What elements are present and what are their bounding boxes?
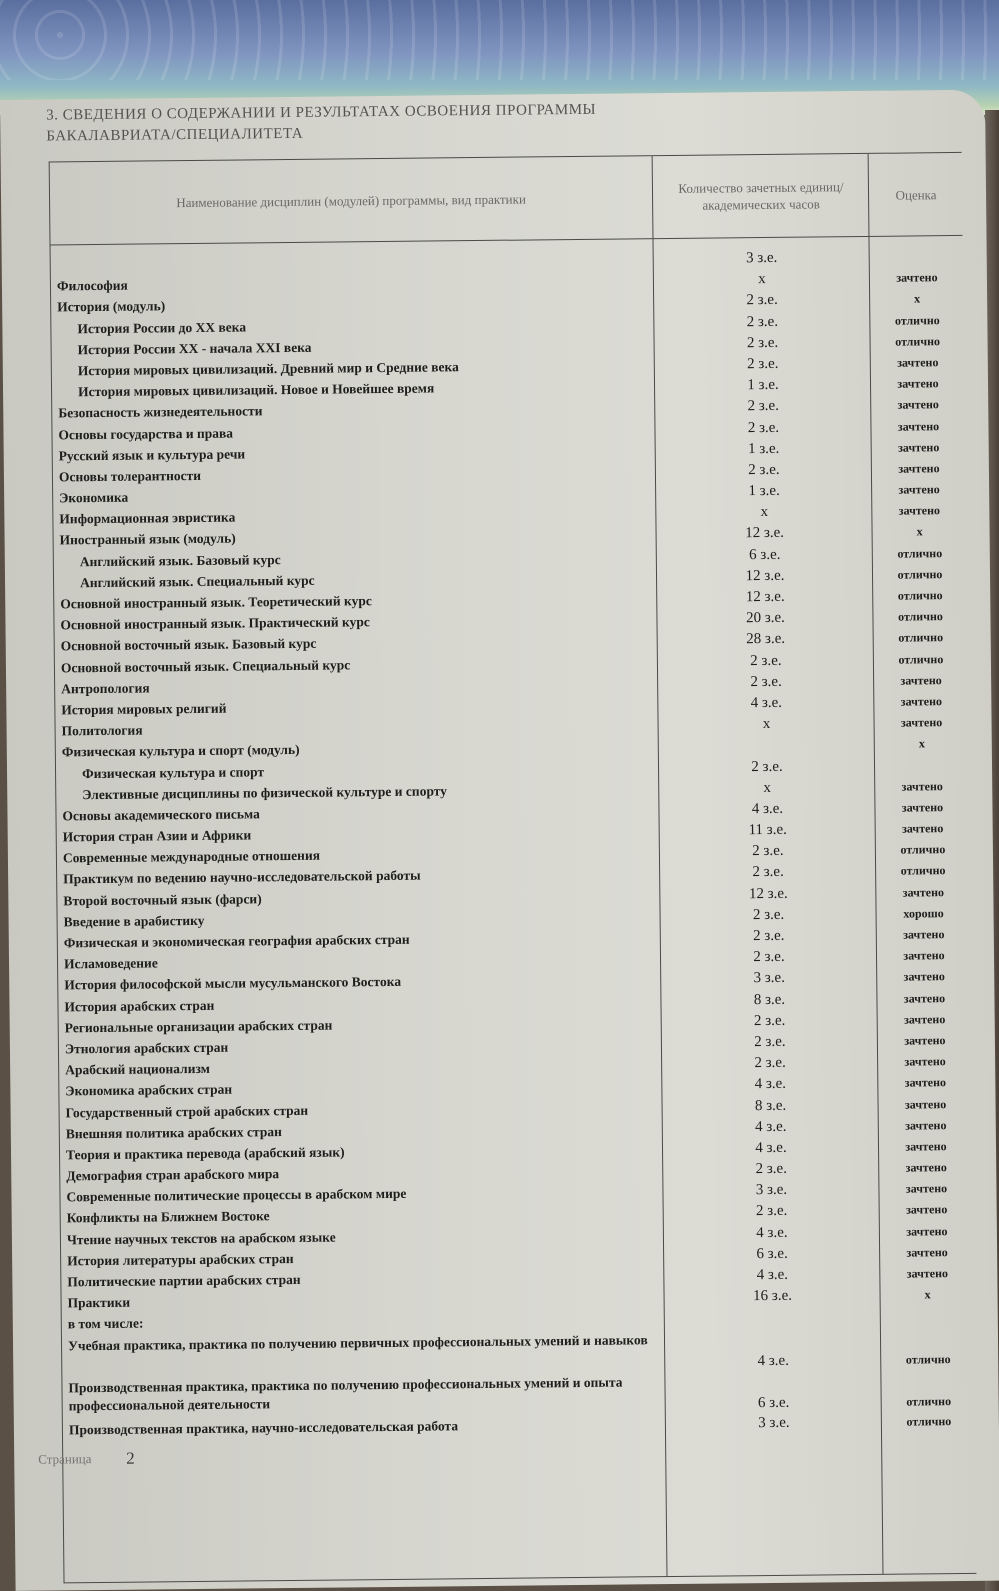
grade-value: x xyxy=(918,736,925,751)
credits-value: 4 з.е. xyxy=(756,1266,789,1284)
discipline-name: Антропология xyxy=(61,680,150,697)
banner-pattern xyxy=(0,0,999,80)
grade-value: отлично xyxy=(895,333,941,349)
grade-value: зачтено xyxy=(905,1181,948,1196)
credits-value: 4 з.е. xyxy=(756,1224,788,1241)
grade-value: зачтено xyxy=(901,821,944,836)
results-table xyxy=(49,152,977,1583)
discipline-name: Демография стран арабского мира xyxy=(66,1166,280,1184)
discipline-name: Чтение научных текстов на арабском языке xyxy=(66,1229,336,1247)
credits-value: 28 з.е. xyxy=(746,631,786,648)
discipline-name: Основной иностранный язык. Практический курс xyxy=(60,614,370,633)
discipline-name: Иностранный язык (модуль) xyxy=(59,530,236,548)
credits-value: 2 з.е. xyxy=(748,461,780,479)
grade-value: зачтено xyxy=(897,439,940,455)
grade-value: зачтено xyxy=(897,376,939,391)
grade-value: зачтено xyxy=(897,418,940,434)
discipline-name: Информационная эвристика xyxy=(59,509,236,527)
discipline-name: Основы государства и права xyxy=(58,425,234,442)
header-grade: Оценка xyxy=(895,186,937,203)
discipline-name: Исламоведение xyxy=(63,955,158,972)
credits-value: 12 з.е. xyxy=(745,525,785,542)
page-label: Страница xyxy=(38,1451,92,1467)
discipline-name: Практикум по ведению научно-исследовательской работы xyxy=(63,868,421,887)
credits-value: 3 з.е. xyxy=(755,1182,788,1199)
discipline-name: Второй восточный язык (фарси) xyxy=(63,890,262,909)
credits-value: x xyxy=(760,504,769,521)
credits-value: 2 з.е. xyxy=(754,1033,786,1051)
discipline-name: Производственная практика, практика по получению профессиональных умений и опыта профессиональной деятельности xyxy=(68,1374,623,1413)
grade-value: зачтено xyxy=(903,969,945,984)
discipline-name: Современные политические процессы в арабском мире xyxy=(66,1186,407,1205)
discipline-name: в том числе: xyxy=(67,1315,144,1332)
discipline-name: Философия xyxy=(56,277,128,294)
grade-value: зачтено xyxy=(898,503,941,518)
discipline-name: История мировых цивилизаций. Новое и Новейшее время xyxy=(77,380,435,400)
grade-value: зачтено xyxy=(903,948,945,963)
discipline-name: Основной восточный язык. Специальный курс xyxy=(60,656,351,675)
credits-value: 12 з.е. xyxy=(748,885,788,902)
grade-value: зачтено xyxy=(902,884,945,900)
grade-value: зачтено xyxy=(897,397,939,412)
discipline-name: Учебная практика, практика по получению первичных профессиональных умений и навыков xyxy=(67,1331,648,1353)
discipline-name: Внешняя политика арабских стран xyxy=(65,1123,282,1142)
discipline-name: Русский язык и культура речи xyxy=(58,446,246,464)
discipline-name: История России XX - начала XXI века xyxy=(77,339,312,357)
credits-value: 4 з.е. xyxy=(755,1139,787,1157)
grade-value: зачтено xyxy=(904,1075,947,1090)
discipline-name: Английский язык. Базовый курс xyxy=(79,551,281,569)
credits-value: 11 з.е. xyxy=(748,821,787,839)
credits-value: 2 з.е. xyxy=(747,398,780,415)
credits-value: 1 з.е. xyxy=(748,482,780,500)
grade-value: отлично xyxy=(905,1351,951,1367)
discipline-name: Практики xyxy=(67,1294,131,1311)
grade-value: отлично xyxy=(897,545,943,561)
discipline-name: Основной восточный язык. Базовый курс xyxy=(60,636,317,654)
grade-value: зачтено xyxy=(900,715,943,730)
credits-value: 2 з.е. xyxy=(752,864,784,881)
credits-value: 2 з.е. xyxy=(752,843,784,860)
credits-value: 4 з.е. xyxy=(750,694,783,712)
credits-value: 4 з.е. xyxy=(757,1352,789,1369)
credits-value: 2 з.е. xyxy=(746,334,779,351)
grade-value: зачтено xyxy=(900,672,942,688)
discipline-name: Основы академического письма xyxy=(62,806,260,824)
grade-value: отлично xyxy=(897,588,943,603)
credits-value: 6 з.е. xyxy=(757,1394,790,1411)
credits-value: x xyxy=(763,779,772,796)
credits-value: 3 з.е. xyxy=(758,1414,790,1431)
grade-value: зачтено xyxy=(904,1054,946,1069)
discipline-name: Региональные организации арабских стран xyxy=(64,1017,333,1036)
discipline-name: Физическая культура и спорт xyxy=(81,763,265,781)
discipline-name: Государственный строй арабских стран xyxy=(65,1102,309,1120)
credits-value: 2 з.е. xyxy=(747,419,780,436)
discipline-name: Арабский национализм xyxy=(65,1060,210,1078)
grade-value: отлично xyxy=(906,1393,952,1409)
credits-value: 3 з.е. xyxy=(745,249,778,267)
discipline-name: История арабских стран xyxy=(64,997,215,1014)
grade-value: зачтено xyxy=(896,270,938,285)
credits-value: x xyxy=(762,716,771,733)
grade-value: зачтено xyxy=(905,1160,947,1175)
credits-value: 2 з.е. xyxy=(755,1203,788,1220)
grade-value: зачтено xyxy=(906,1266,949,1281)
grade-value: отлично xyxy=(897,566,943,582)
discipline-name: Производственная практика, научно-исследовательская работа xyxy=(68,1417,459,1437)
header-credits: Количество зачетных единиц/ академических часов xyxy=(678,179,844,213)
discipline-name: Введение в арабистику xyxy=(63,912,205,930)
discipline-name: Современные международные отношения xyxy=(62,847,321,866)
grade-value: хорошо xyxy=(903,905,944,921)
discipline-name: Экономика арабских стран xyxy=(65,1081,233,1099)
discipline-name: История стран Азии и Африки xyxy=(62,827,252,845)
discipline-name: История мировых религий xyxy=(61,700,227,718)
credits-value: 6 з.е. xyxy=(749,546,781,563)
discipline-name: Конфликты на Ближнем Востоке xyxy=(66,1208,270,1226)
grade-value: зачтено xyxy=(903,1011,946,1027)
grade-value: зачтено xyxy=(898,461,940,476)
grade-value: зачтено xyxy=(898,482,940,497)
credits-value: 2 з.е. xyxy=(753,949,785,966)
discipline-name: Физическая и экономическая география арабских стран xyxy=(63,931,410,951)
grade-value: зачтено xyxy=(900,694,943,709)
discipline-name: Физическая культура и спорт (модуль) xyxy=(61,742,300,760)
discipline-name: Элективные дисциплины по физической культуре и спорту xyxy=(82,783,448,802)
discipline-name: История литературы арабских стран xyxy=(67,1250,294,1269)
credits-value: 1 з.е. xyxy=(747,440,780,457)
credits-value: 2 з.е. xyxy=(747,355,779,373)
credits-value: 6 з.е. xyxy=(756,1245,788,1262)
grade-value: зачтено xyxy=(904,1033,946,1048)
grade-value: зачтено xyxy=(901,800,944,815)
grade-value: зачтено xyxy=(905,1117,947,1133)
grade-value xyxy=(882,1306,974,1307)
credits-value: 2 з.е. xyxy=(753,1012,786,1029)
discipline-name: История философской мысли мусульманского Востока xyxy=(64,974,402,993)
grade-value: отлично xyxy=(898,651,944,667)
section-title: 3. СВЕДЕНИЯ О СОДЕРЖАНИИ И РЕЗУЛЬТАТАХ ОСВОЕНИЯ ПРОГРАММЫ БАКАЛАВРИАТА/СПЕЦИАЛИТЕТА xyxy=(46,101,597,145)
credits-value: 12 з.е. xyxy=(745,567,785,585)
credits-value: 2 з.е. xyxy=(750,652,782,669)
grade-value: x xyxy=(924,1287,931,1302)
grade-value: отлично xyxy=(900,842,946,857)
grade-value: зачтено xyxy=(897,355,939,370)
grade-value xyxy=(876,755,968,756)
grade-value: зачтено xyxy=(903,990,946,1006)
credits-value: 8 з.е. xyxy=(754,1097,787,1114)
credits-value: 2 з.е. xyxy=(753,927,785,945)
credits-value: 4 з.е. xyxy=(754,1076,787,1093)
grade-value: отлично xyxy=(898,630,944,645)
grade-value: зачтено xyxy=(901,778,943,794)
grade-value: зачтено xyxy=(906,1223,948,1239)
discipline-name: Теория и практика перевода (арабский язык) xyxy=(65,1144,345,1163)
grade-value: зачтено xyxy=(903,927,945,942)
credits-value: 3 з.е. xyxy=(753,970,785,987)
credits-value: 2 з.е. xyxy=(750,673,782,690)
table-body xyxy=(51,247,975,1442)
credits-value: 16 з.е. xyxy=(753,1287,793,1305)
grade-value: отлично xyxy=(894,312,940,328)
discipline-name: Основной иностранный язык. Теоретический курс xyxy=(60,593,372,612)
page-number: 2 xyxy=(126,1448,135,1468)
grade-value: зачтено xyxy=(905,1139,947,1154)
credits-value: 2 з.е. xyxy=(754,1054,786,1072)
credits-value: 20 з.е. xyxy=(745,609,785,627)
credits-value: 8 з.е. xyxy=(753,991,786,1008)
discipline-name: Политология xyxy=(61,722,143,739)
grade-value: зачтено xyxy=(904,1096,947,1112)
header-discipline: Наименование дисциплин (модулей) программы, вид практики xyxy=(176,190,526,210)
credits-value: 2 з.е. xyxy=(746,313,779,330)
discipline-name: История России до XX века xyxy=(77,318,247,336)
grade-value: x xyxy=(914,291,921,306)
document-page xyxy=(0,90,999,1591)
grade-value: отлично xyxy=(906,1413,952,1429)
discipline-name: Этнология арабских стран xyxy=(64,1039,229,1057)
credits-value: 2 з.е. xyxy=(751,758,783,775)
grade-value: отлично xyxy=(900,863,946,879)
credits-value: 2 з.е. xyxy=(755,1160,787,1178)
grade-value: зачтено xyxy=(905,1202,948,1218)
credits-value: 2 з.е. xyxy=(752,906,785,923)
grade-value: зачтено xyxy=(906,1244,948,1260)
discipline-name: История мировых цивилизаций. Древний мир и Средние века xyxy=(77,359,459,379)
discipline-name: Политические партии арабских стран xyxy=(67,1271,301,1290)
credits-value: 12 з.е. xyxy=(745,588,785,606)
credits-value: 4 з.е. xyxy=(755,1118,787,1135)
grade-value: отлично xyxy=(897,609,943,624)
discipline-name: Основы толерантности xyxy=(58,467,202,485)
credits-value: 4 з.е. xyxy=(751,800,784,818)
discipline-name: История (модуль) xyxy=(57,298,166,315)
discipline-name: Экономика xyxy=(59,489,129,506)
credits-value: 2 з.е. xyxy=(746,292,778,309)
grade-value xyxy=(871,247,963,248)
credits-value: x xyxy=(758,271,766,288)
credits-value: 1 з.е. xyxy=(747,376,779,394)
grade-value: x xyxy=(916,524,923,539)
discipline-name: Безопасность жизнедеятельности xyxy=(58,403,263,421)
discipline-name: Английский язык. Специальный курс xyxy=(79,572,315,591)
discipline-name xyxy=(57,250,647,256)
